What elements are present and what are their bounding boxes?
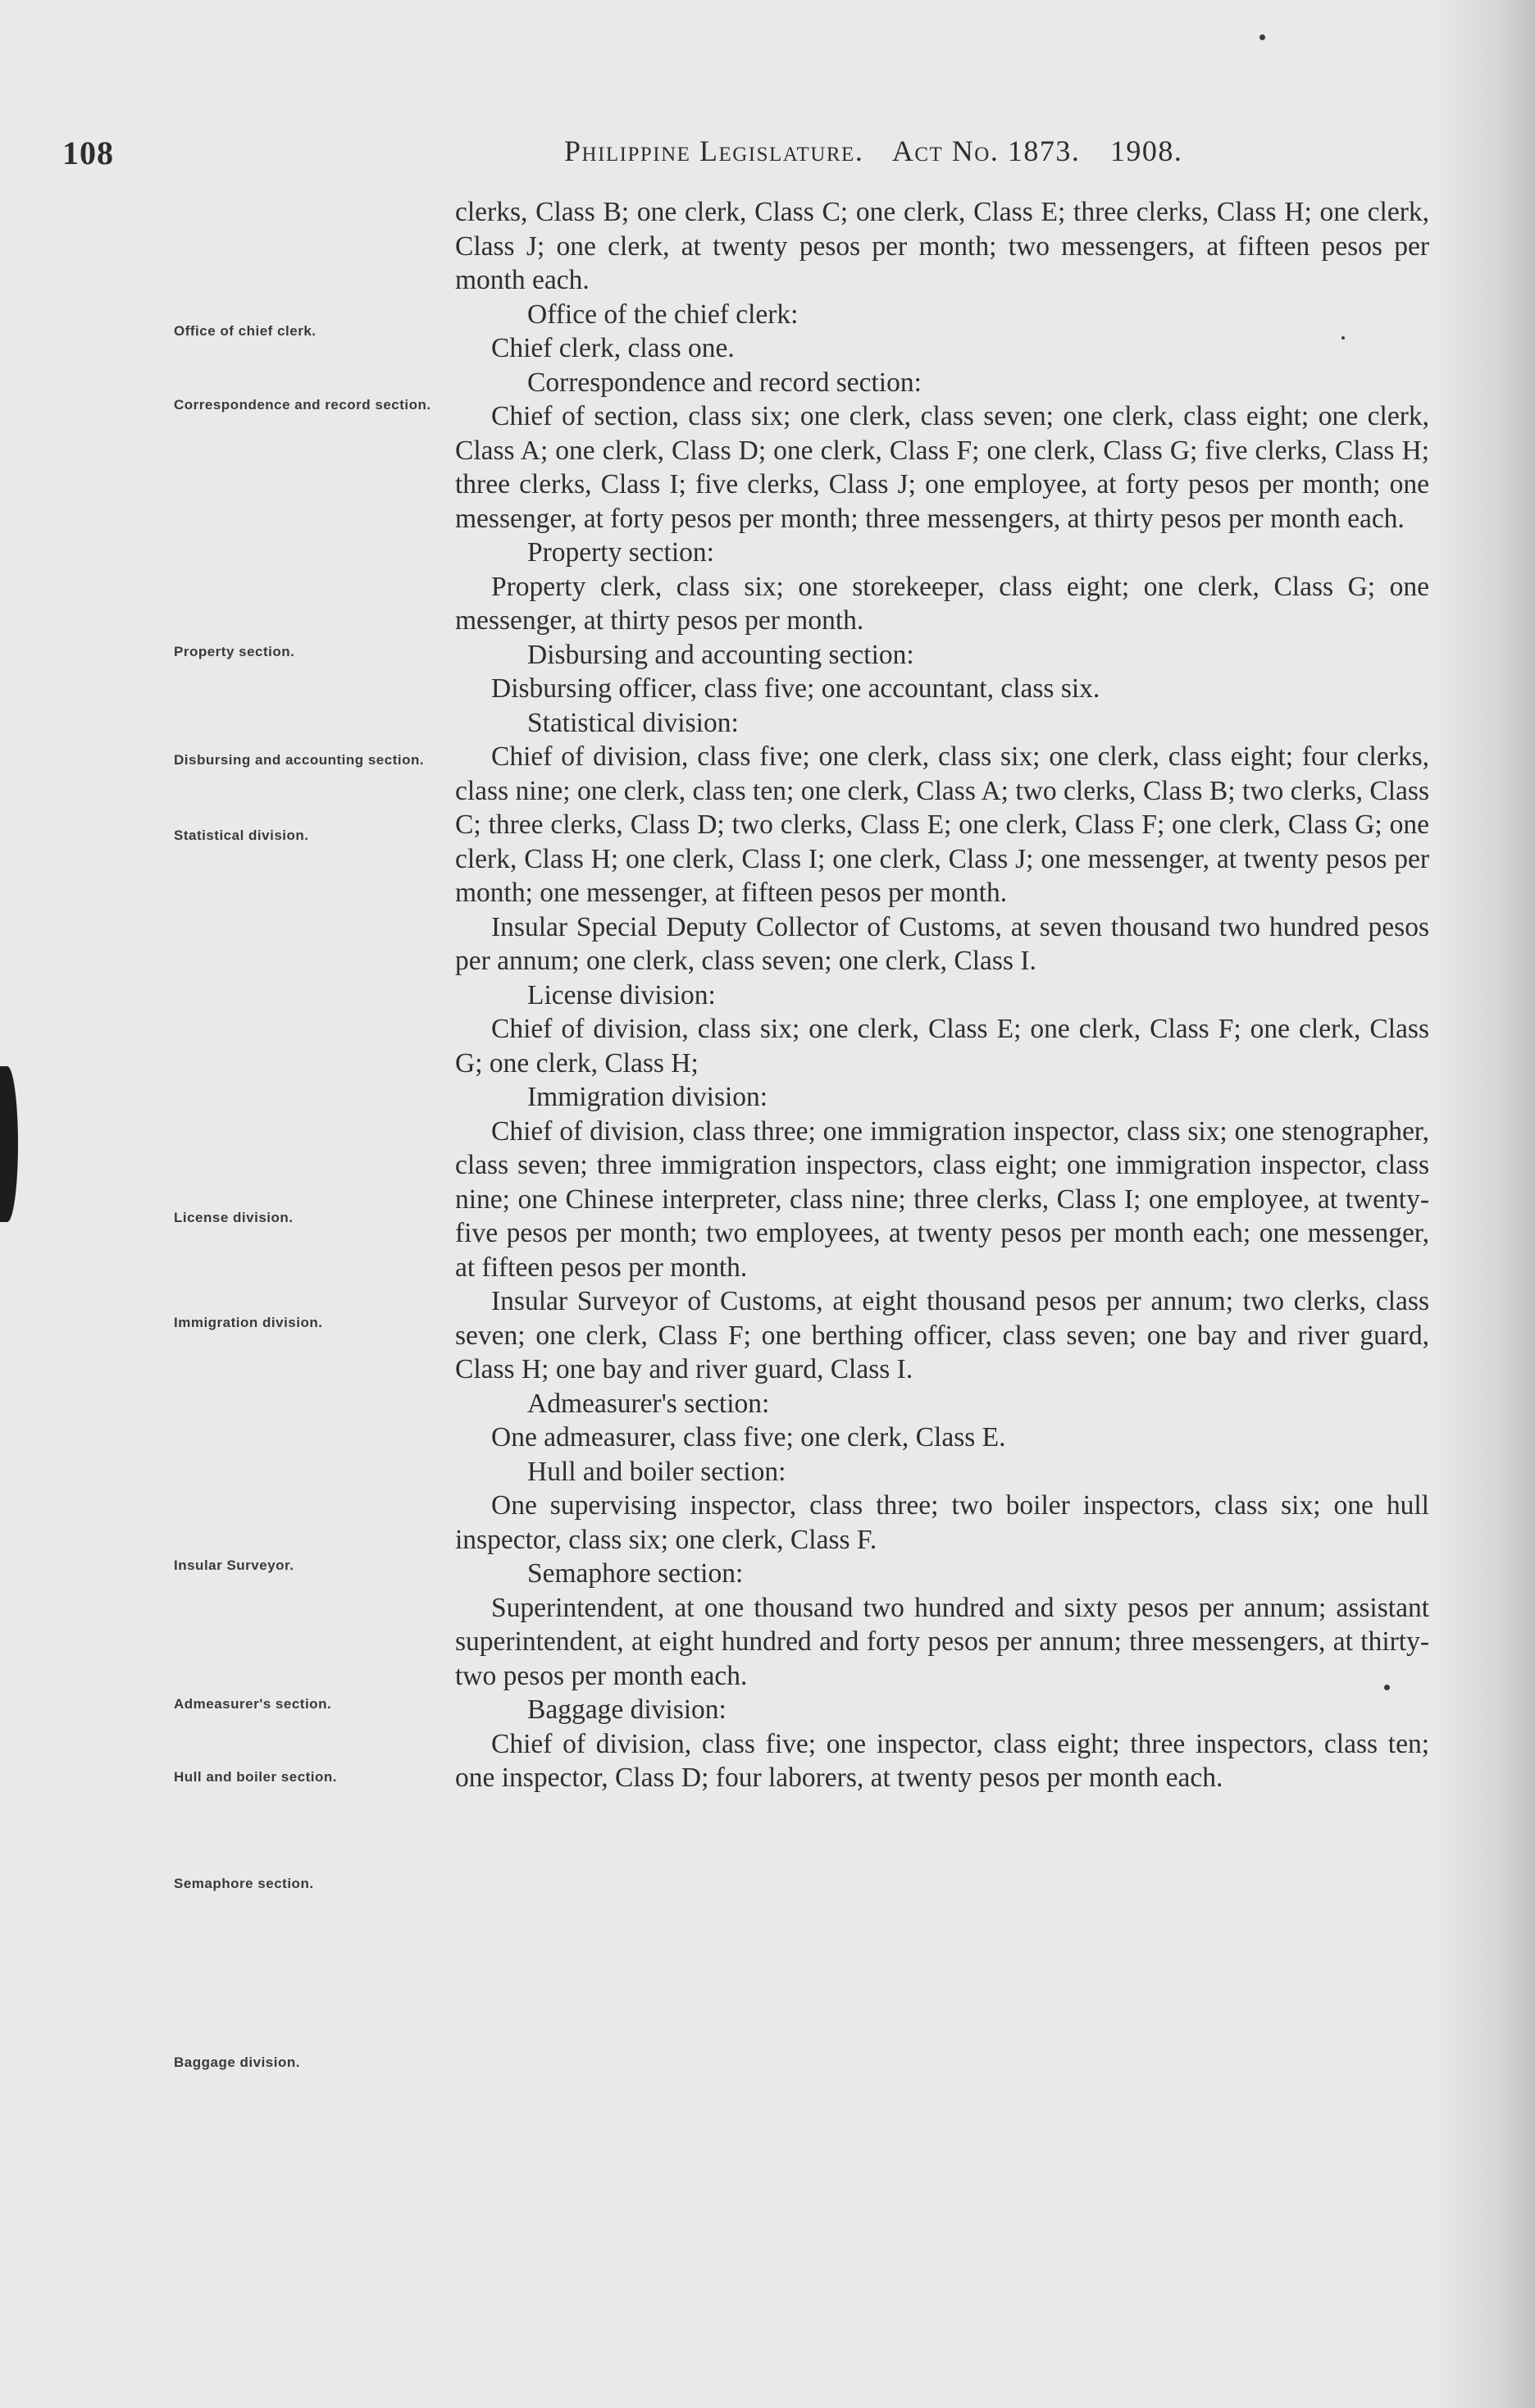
paragraph-disbursing: Disbursing officer, class five; one accountant, class six. <box>491 673 1100 704</box>
margin-note-statistical: Statistical division. <box>174 828 309 843</box>
paragraph-baggage: Chief of division, class five; one inspector, class eight; three inspectors, class ten; one inspector, Class D; four laborers, at twenty pesos per month each. <box>455 1728 1429 1793</box>
margin-note-chief-clerk: Office of chief clerk. <box>174 323 317 339</box>
paragraph-correspondence: Chief of section, class six; one clerk, class seven; one clerk, class eight; one clerk, Class A; one clerk, Class D; one clerk, Class F; one clerk, Class G; five clerks, Class H; three clerks, Class I; five clerks, Class J; one employee, at forty pesos per month; one messenger, at forty pesos per month; three messengers, at thirty pesos per month each. <box>455 401 1429 534</box>
page-edge-shadow <box>1437 0 1535 2408</box>
margin-note-property: Property section. <box>174 644 295 659</box>
margin-note-semaphore: Semaphore section. <box>174 1876 314 1891</box>
paragraph-license: Chief of division, class six; one clerk, Class E; one clerk, Class F; one clerk, Class G; one clerk, Class H; <box>455 1014 1429 1079</box>
margin-note-immigration: Immigration division. <box>174 1315 323 1330</box>
margin-note-baggage: Baggage division. <box>174 2055 300 2070</box>
margin-note-admeasurer: Admeasurer's section. <box>174 1696 332 1712</box>
paragraph-insular-surveyor: Insular Surveyor of Customs, at eight thousand pesos per annum; two clerks, class seven; one clerk, Class F; one berthing officer, class seven; one bay and river guard, Class H; one bay and river guard, Class I. <box>455 1286 1429 1384</box>
running-head <box>564 134 1182 168</box>
heading-admeasurer: Admeasurer's section: <box>527 1388 770 1419</box>
margin-note-correspondence: Correspondence and record section. <box>174 397 431 413</box>
heading-immigration: Immigration division: <box>527 1082 768 1112</box>
margin-note-insular-surveyor: Insular Surveyor. <box>174 1557 294 1573</box>
paragraph-property: Property clerk, class six; one storekeeper, class eight; one clerk, Class G; one messenger, at thirty pesos per month. <box>455 571 1429 636</box>
paragraph-hull-boiler: One supervising inspector, class three; two boiler inspectors, class six; one hull inspector, class six; one clerk, Class F. <box>455 1490 1429 1555</box>
heading-property: Property section: <box>527 537 714 568</box>
margin-note-hull-boiler: Hull and boiler section. <box>174 1769 338 1785</box>
body-text <box>455 195 1429 1795</box>
paragraph-admeasurer: One admeasurer, class five; one clerk, Class E. <box>491 1422 1006 1453</box>
paragraph-immigration: Chief of division, class three; one immigration inspector, class six; one stenographer, class seven; three immigration inspectors, class eight; one immigration inspector, class nine; one Chinese interpreter, class nine; three clerks, Class I; one employee, at twenty-five pesos per month; two employees, at twenty pesos per month each; one messenger, at fifteen pesos per month. <box>455 1115 1429 1283</box>
heading-correspondence: Correspondence and record section: <box>527 367 922 398</box>
heading-hull-boiler: Hull and boiler section: <box>527 1456 786 1487</box>
heading-baggage: Baggage division: <box>527 1694 727 1725</box>
running-head-year: 1908. <box>1109 135 1183 167</box>
page-number: 108 <box>62 135 114 171</box>
paragraph-continuation: clerks, Class B; one clerk, Class C; one clerk, Class E; three clerks, Class H; one clerk, Class J; one clerk, at twenty pesos per month; two messengers, at fifteen pesos per month each. <box>455 197 1429 295</box>
heading-statistical: Statistical division: <box>527 707 739 738</box>
scan-speck <box>1259 34 1265 40</box>
heading-disbursing: Disbursing and accounting section: <box>527 639 914 670</box>
scan-binding-mark <box>0 1066 18 1222</box>
margin-note-license: License division. <box>174 1210 294 1225</box>
heading-office-chief-clerk: Office of the chief clerk: <box>527 299 799 330</box>
paragraph-semaphore: Superintendent, at one thousand two hundred and sixty pesos per annum; assistant superintendent, at eight hundred and forty pesos per annum; three messengers, at thirty-two pesos per month each. <box>455 1592 1429 1691</box>
heading-semaphore: Semaphore section: <box>527 1558 744 1589</box>
paragraph-chief-clerk: Chief clerk, class one. <box>491 333 735 363</box>
running-head-title: Philippine Legislature. <box>564 135 864 167</box>
running-head-act: Act No. 1873. <box>891 135 1081 167</box>
paragraph-special-deputy: Insular Special Deputy Collector of Customs, at seven thousand two hundred pesos per annum; one clerk, class seven; one clerk, Class I. <box>455 911 1429 976</box>
paragraph-statistical: Chief of division, class five; one clerk, class six; one clerk, class eight; four clerks, class nine; one clerk, class ten; one clerk, Class A; two clerks, Class B; two clerks, Class C; three clerks, Class D; two clerks, Class E; one clerk, Class F; one clerk, Class G; one clerk, Class H; one clerk, Class I; one clerk, Class J; one messenger, at twenty pesos per month; one messenger, at fifteen pesos per month. <box>455 741 1429 908</box>
margin-note-disbursing: Disbursing and accounting section. <box>174 752 425 768</box>
heading-license: License division: <box>527 979 716 1010</box>
